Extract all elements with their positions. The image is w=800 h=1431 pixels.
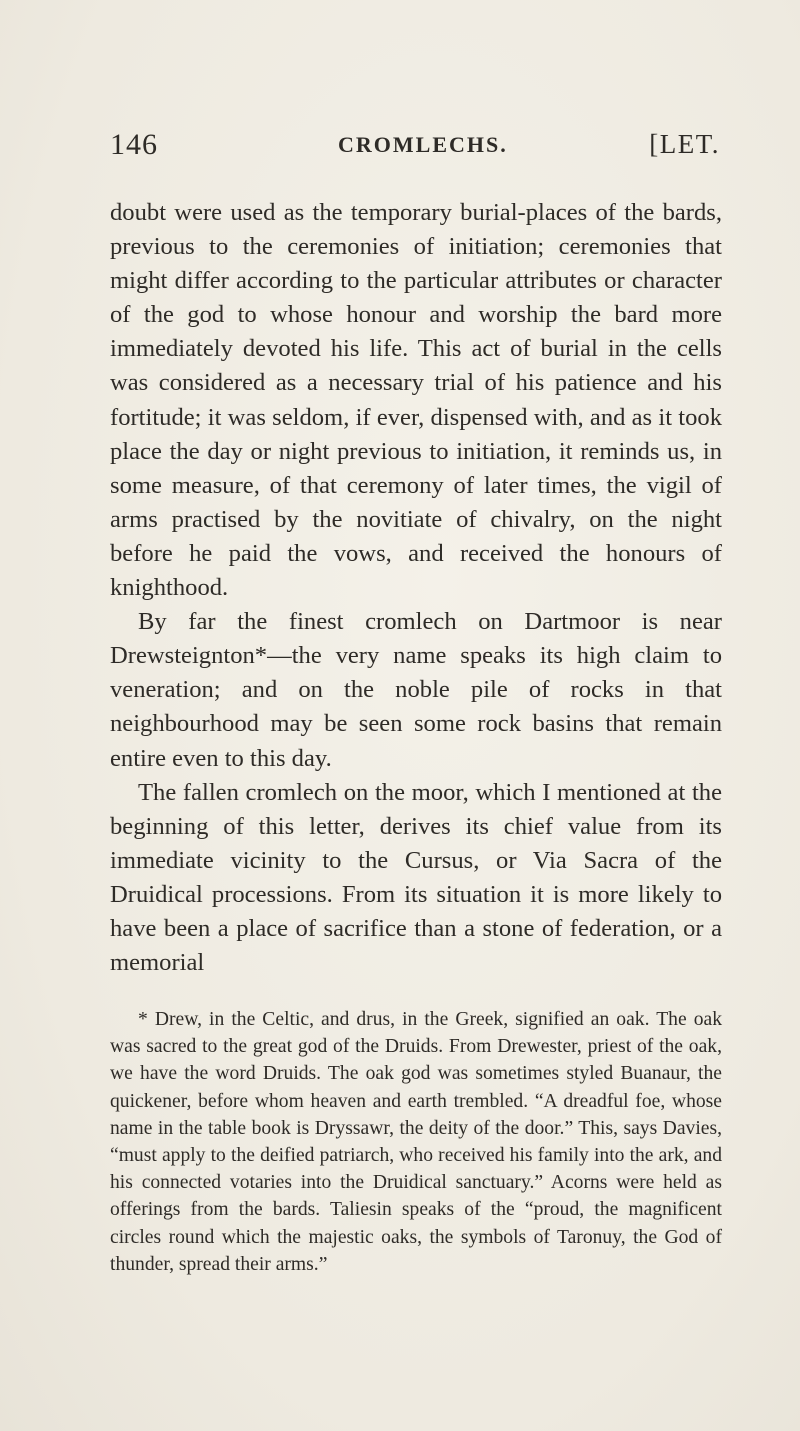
page-number: 146 bbox=[110, 128, 158, 161]
page-header bbox=[110, 128, 720, 168]
paragraph-1: doubt were used as the temporary burial-places of the bards, previous to the ceremonies of initiation; ceremonies that might differ according to the particular attributes or character of the god to whose honour and worship the bard more immediately devoted his life. This act of burial in the cells was considered as a necessary trial of his patience and his fortitude; it was seldom, if ever, dispensed with, and as it took place the day or night previous to initiation, it reminds us, in some measure, of that ceremony of later times, the vigil of arms practised by the novitiate of chivalry, on the night before he paid the vows, and received the honours of knighthood. bbox=[110, 199, 722, 602]
paragraph-3: The fallen cromlech on the moor, which I mentioned at the beginning of this letter, derives its chief value from its immediate vicinity to the Cursus, or Via Sacra of the Druidical processions. From its situation it is more likely to have been a place of sacrifice than a stone of federation, or a memorial bbox=[110, 778, 722, 977]
footnote: * Drew, in the Celtic, and drus, in the Greek, signified an oak. The oak was sacred to the great god of the Druids. From Drewester, priest of the oak, we have the word Druids. The oak god was sometimes styled Buanaur, the quickener, before whom heaven and earth trembled. “A dreadful foe, whose name in the table book is Dryssawr, the deity of the door.” This, says Davies, “must apply to the deified patriarch, who received his family into the ark, and his connected votaries into the Druidical sanctuary.” Acorns were held as offerings from the bards. Taliesin speaks of the “proud, the magnificent circles round which the majestic oaks, the symbols of Taronuy, the God of thunder, spread their arms.” bbox=[110, 1009, 722, 1275]
paragraph-2: By far the finest cromlech on Dartmoor is near Drewsteignton*—the very name speaks its high claim to veneration; and on the noble pile of rocks in that neighbourhood may be seen some rock basins that remain entire even to this day. bbox=[110, 608, 722, 772]
body-text bbox=[110, 196, 722, 980]
section-mark: [LET. bbox=[649, 129, 720, 159]
running-title: CROMLECHS. bbox=[338, 132, 508, 157]
